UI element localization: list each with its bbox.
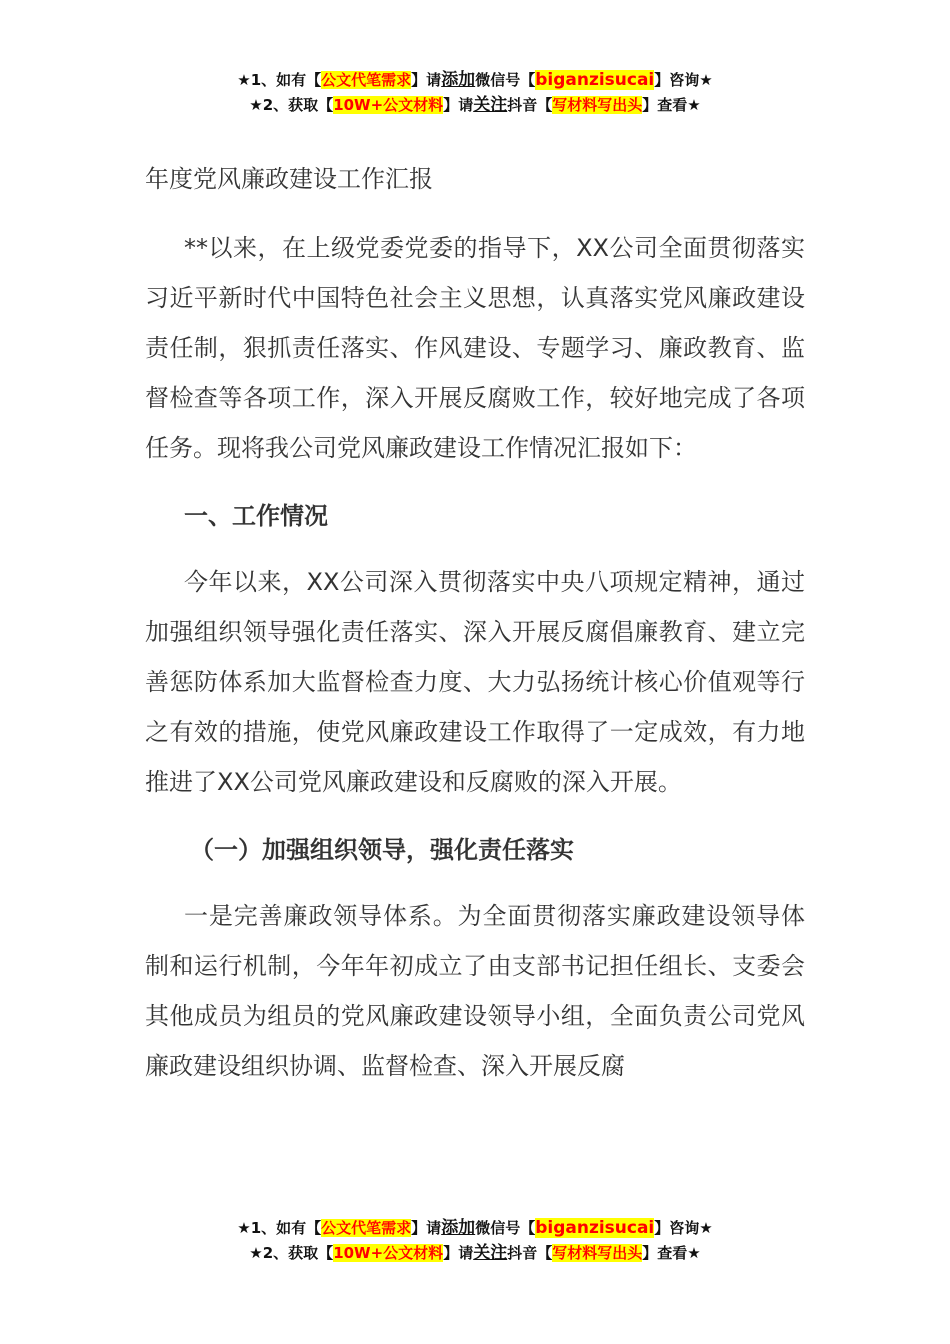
promo-underline: 添加 xyxy=(441,1218,476,1238)
bottom-promo-banner xyxy=(0,1216,950,1266)
promo-highlight: 10W+公文材料 xyxy=(333,96,444,114)
promo-line-2: ★2、获取【10W+公文材料】请关注抖音【写材料写出头】查看★ xyxy=(249,1243,701,1263)
section-paragraph: 今年以来，XX公司深入贯彻落实中央八项规定精神，通过加强组织领导强化责任落实、深入开展反腐倡廉教育、建立完善惩防体系加大监督检查力度、大力弘扬统计核心价值观等行之有效的措施，使党风廉政建设工作取得了一定成效，有力地推进了XX公司党风廉政建设和反腐败的深入开展。 xyxy=(145,568,805,796)
promo-douyin-id: 写材料写出头 xyxy=(552,96,643,114)
promo-underline: 添加 xyxy=(441,70,476,90)
promo-line-1: ★1、如有【公文代笔需求】请添加微信号【biganzisucai】咨询★ xyxy=(237,1218,713,1238)
promo-wechat-id: biganzisucai xyxy=(535,1218,655,1238)
promo-highlight: 公文代笔需求 xyxy=(321,71,412,89)
promo-line-2: ★2、获取【10W+公文材料】请关注抖音【写材料写出头】查看★ xyxy=(249,95,701,115)
promo-underline: 关注 xyxy=(473,1243,508,1263)
top-promo-banner xyxy=(0,68,950,118)
document-body xyxy=(145,157,805,1109)
promo-wechat-id: biganzisucai xyxy=(535,70,655,90)
promo-highlight: 10W+公文材料 xyxy=(333,1244,444,1262)
subsection-paragraph: 一是完善廉政领导体系。为全面贯彻落实廉政建设领导体制和运行机制，今年年初成立了由支部书记担任组长、支委会其他成员为组员的党风廉政建设领导小组，全面负责公司党风廉政建设组织协调、监督检查、深入开展反腐 xyxy=(145,902,805,1080)
intro-paragraph: **以来，在上级党委党委的指导下，XX公司全面贯彻落实习近平新时代中国特色社会主义思想，认真落实党风廉政建设责任制，狠抓责任落实、作风建设、专题学习、廉政教育、监督检查等各项工作，深入开展反腐败工作，较好地完成了各项任务。现将我公司党风廉政建设工作情况汇报如下： xyxy=(145,234,805,462)
subsection-heading: （一）加强组织领导，强化责任落实 xyxy=(190,836,574,864)
promo-underline: 关注 xyxy=(473,95,508,115)
promo-highlight: 公文代笔需求 xyxy=(321,1219,412,1237)
promo-line-1: ★1、如有【公文代笔需求】请添加微信号【biganzisucai】咨询★ xyxy=(237,70,713,90)
section-heading: 一、工作情况 xyxy=(184,502,328,530)
document-title: 年度党风廉政建设工作汇报 xyxy=(145,165,433,193)
promo-douyin-id: 写材料写出头 xyxy=(552,1244,643,1262)
